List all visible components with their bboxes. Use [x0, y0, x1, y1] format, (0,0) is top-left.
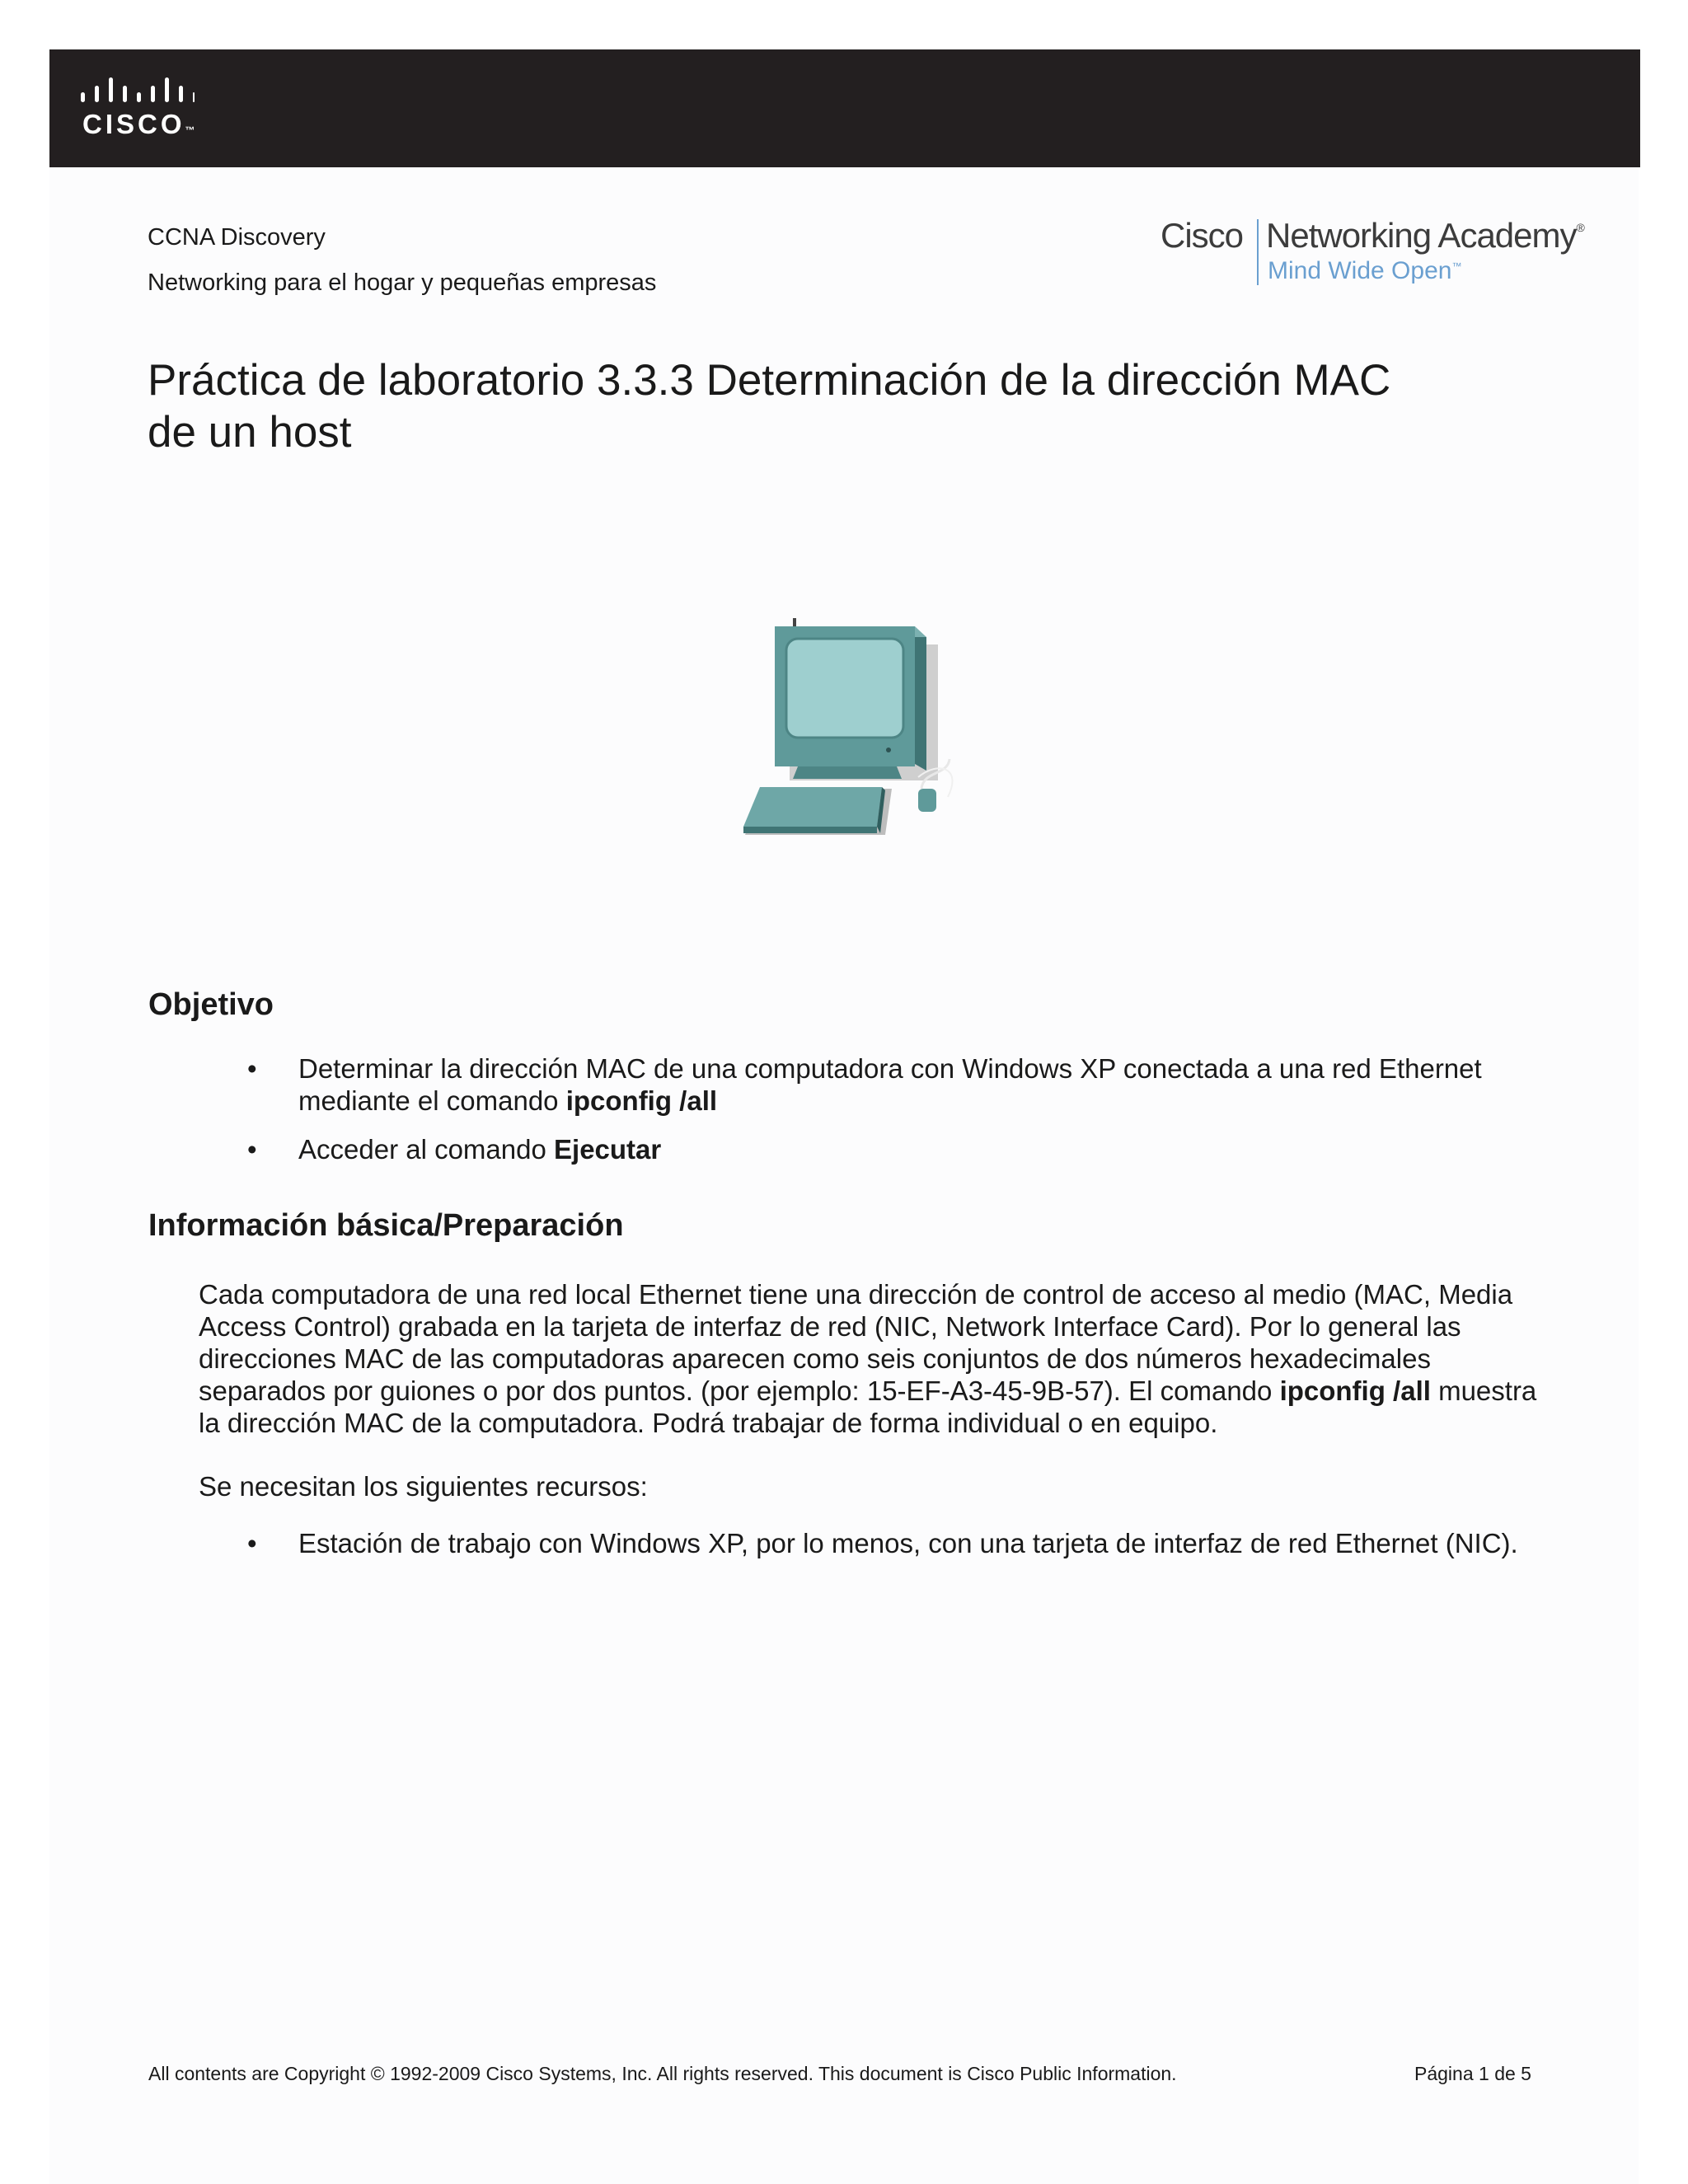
- desktop-computer-icon: [732, 614, 979, 841]
- academy-brand: Cisco: [1160, 216, 1244, 255]
- list-item: • Estación de trabajo con Windows XP, por lo menos, con una tarjeta de interfaz de red Ethernet (NIC).: [247, 1527, 1566, 1559]
- academy-tagline: Mind Wide Open™: [1268, 257, 1462, 284]
- networking-academy-logo: [1160, 216, 1622, 290]
- page-title: [148, 354, 1466, 458]
- resources-list: [247, 1527, 1566, 1559]
- resources-intro: Se necesitan los siguientes recursos:: [199, 1471, 648, 1502]
- cisco-logo-wordmark: CISCO™: [82, 109, 195, 139]
- info-paragraph: Cada computadora de una red local Ethernet tiene una dirección de control de acceso al medio (MAC, Media Access Control) grabada en la tarjeta de interfaz de red (NIC, Network Interface Card). Por lo general las direcciones MAC de las computadoras aparecen como seis conjuntos de dos números hexadecimales separados por guiones o por dos puntos. (por ejemplo: 15-EF-A3-45-9B-57). El comando ipconfig /all muestra la dirección MAC de la computadora. Podrá trabajar de forma individual o en equipo.: [199, 1279, 1537, 1438]
- page-title-line2: de un host: [148, 408, 352, 457]
- section-heading-informacion: Información básica/Preparación: [148, 1208, 624, 1243]
- cisco-bridge-bars-icon: [79, 77, 195, 107]
- list-item: • Determinar la dirección MAC de una computadora con Windows XP conectada a una red Ethernet mediante el comando ipconfig /all: [247, 1052, 1566, 1117]
- page-title-line1: Práctica de laboratorio 3.3.3 Determinación de la dirección MAC: [148, 356, 1391, 405]
- cisco-top-banner: [49, 49, 1640, 167]
- footer-copyright: All contents are Copyright © 1992-2009 Cisco Systems, Inc. All rights reserved. This document is Cisco Public Information.: [148, 2063, 1177, 2084]
- academy-name: Networking Academy®: [1266, 216, 1584, 255]
- course-name: CCNA Discovery: [148, 224, 326, 251]
- cisco-logo: [79, 77, 195, 143]
- course-subtitle: Networking para el hogar y pequeñas empresas: [148, 269, 657, 296]
- objetivo-list: [247, 1052, 1566, 1182]
- academy-divider: [1257, 219, 1259, 285]
- list-item: • Acceder al comando Ejecutar: [247, 1133, 1566, 1165]
- footer-page-number: Página 1 de 5: [1414, 2063, 1531, 2084]
- section-heading-objetivo: Objetivo: [148, 987, 274, 1022]
